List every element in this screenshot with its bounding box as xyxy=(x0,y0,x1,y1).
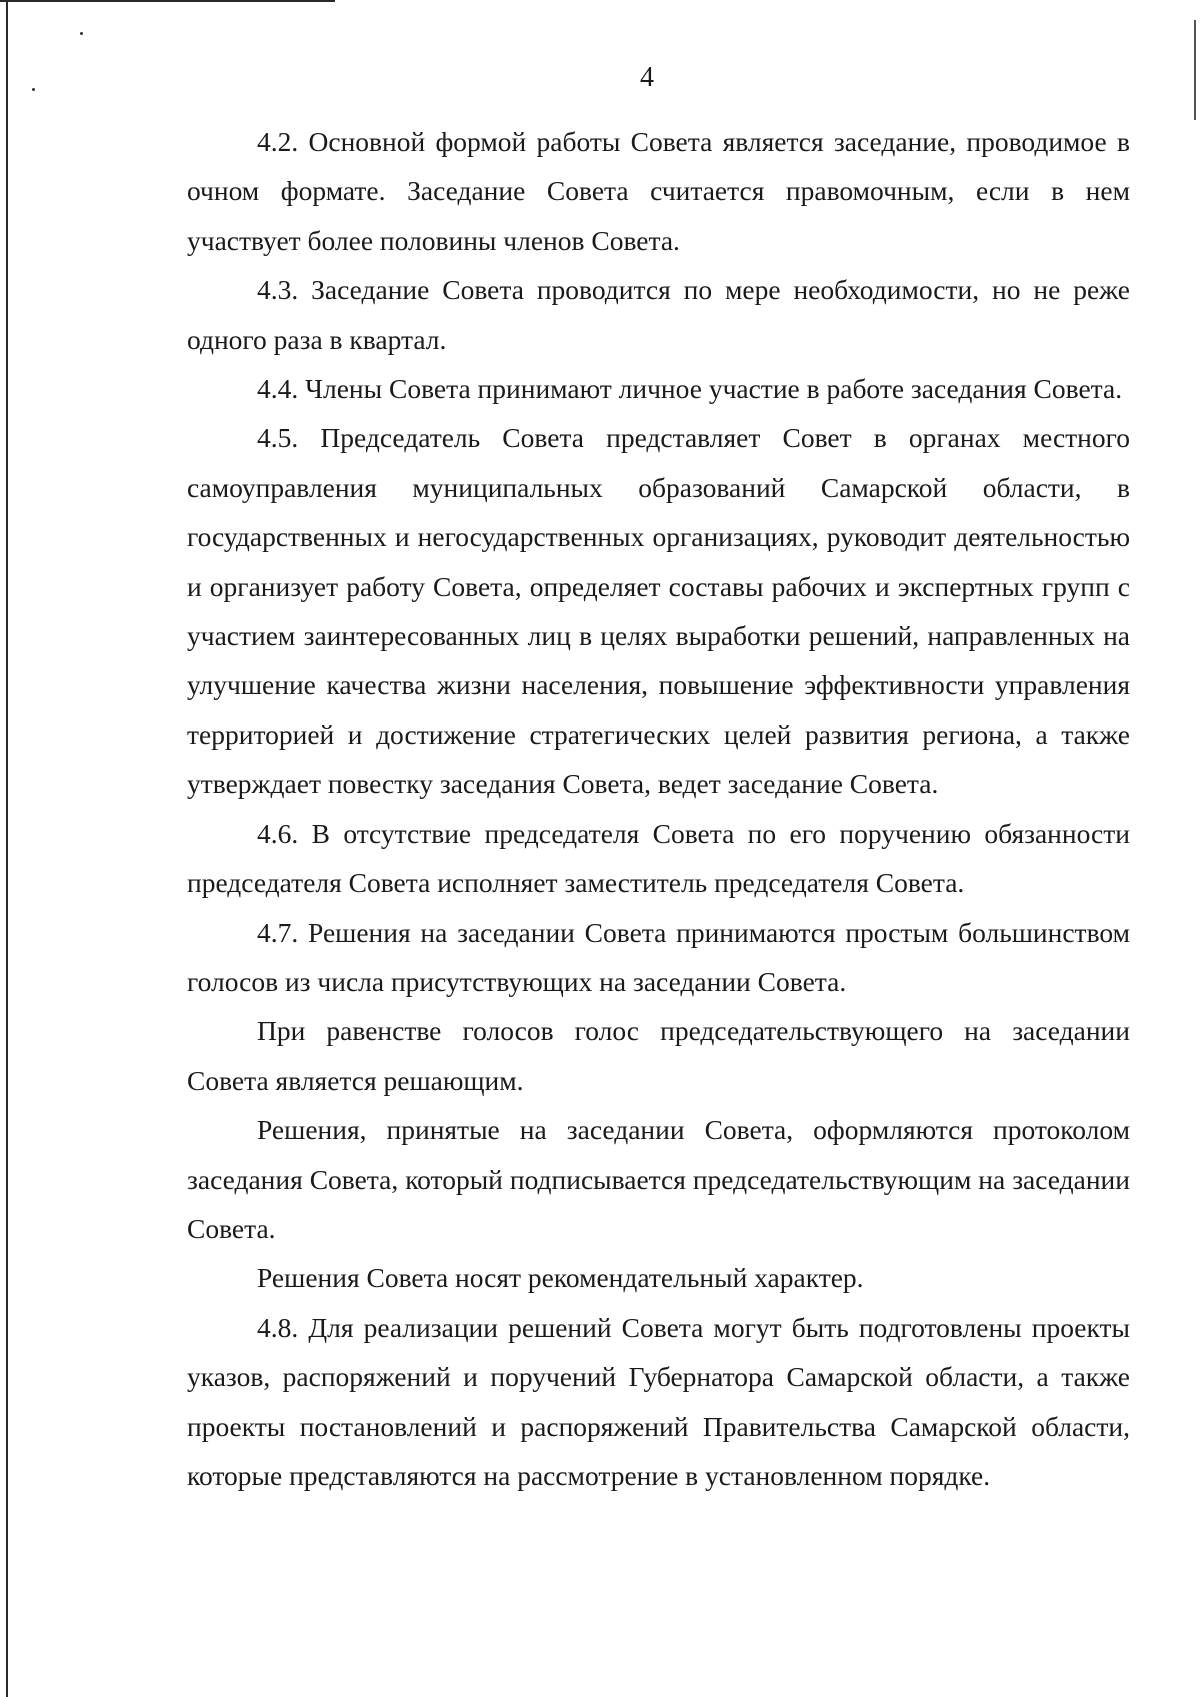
scan-speck xyxy=(32,88,35,91)
page-number: 4 xyxy=(640,62,654,93)
paragraph-4-2: 4.2. Основной формой работы Совета является заседание, проводимое в очном формате. Заседание Совета считается правомочным, если в нем участвует более половины членов Совета. xyxy=(187,126,1130,256)
paragraph-protocol: Решения, принятые на заседании Совета, оформляются протоколом заседания Совета, который подписывается председательствующим на заседании Совета. xyxy=(187,1114,1130,1244)
scan-border-left xyxy=(6,0,8,1697)
paragraph-recommendations: Решения Совета носят рекомендательный характер. xyxy=(257,1262,864,1294)
paragraph-4-4: 4.4. Члены Совета принимают личное участие в работе заседания Совета. xyxy=(257,373,1123,405)
scan-speck xyxy=(80,32,83,35)
paragraph-4-6: 4.6. В отсутствие председателя Совета по его поручению обязанности председателя Совета исполняет заместитель председателя Совета. xyxy=(187,817,1130,899)
paragraph-4-8: 4.8. Для реализации решений Совета могут быть подготовлены проекты указов, распоряжений и поручений Губернатора Самарской области, а также проекты постановлений и распоряжений Правительства Самарской области, которые представляются на рассмотрение в установленном порядке. xyxy=(187,1311,1130,1491)
scan-border-right xyxy=(1194,20,1196,120)
paragraph-4-3: 4.3. Заседание Совета проводится по мере необходимости, но не реже одного раза в квартал. xyxy=(187,274,1130,355)
paragraph-4-7: 4.7. Решения на заседании Совета принимаются простым большинством голосов из числа присутствующих на заседании Совета. xyxy=(187,916,1130,997)
paragraph-tie-vote: При равенстве голосов голос председательствующего на заседании Совета является решающим. xyxy=(187,1015,1130,1096)
scan-border-top xyxy=(0,0,335,2)
document-body xyxy=(187,117,1130,1500)
paragraph-4-5: 4.5. Председатель Совета представляет Совет в органах местного самоуправления муниципальных образований Самарской области, в государственных и негосударственных организациях, руководит деятельностью и организует работу Совета, определяет составы рабочих и экспертных групп с участием заинтересованных лиц в целях выработки решений, направленных на улучшение качества жизни населения, повышение эффективности управления территорией и достижение стратегических целей развития региона, а также утверждает повестку заседания Совета, ведет заседание Совета. xyxy=(187,422,1130,800)
